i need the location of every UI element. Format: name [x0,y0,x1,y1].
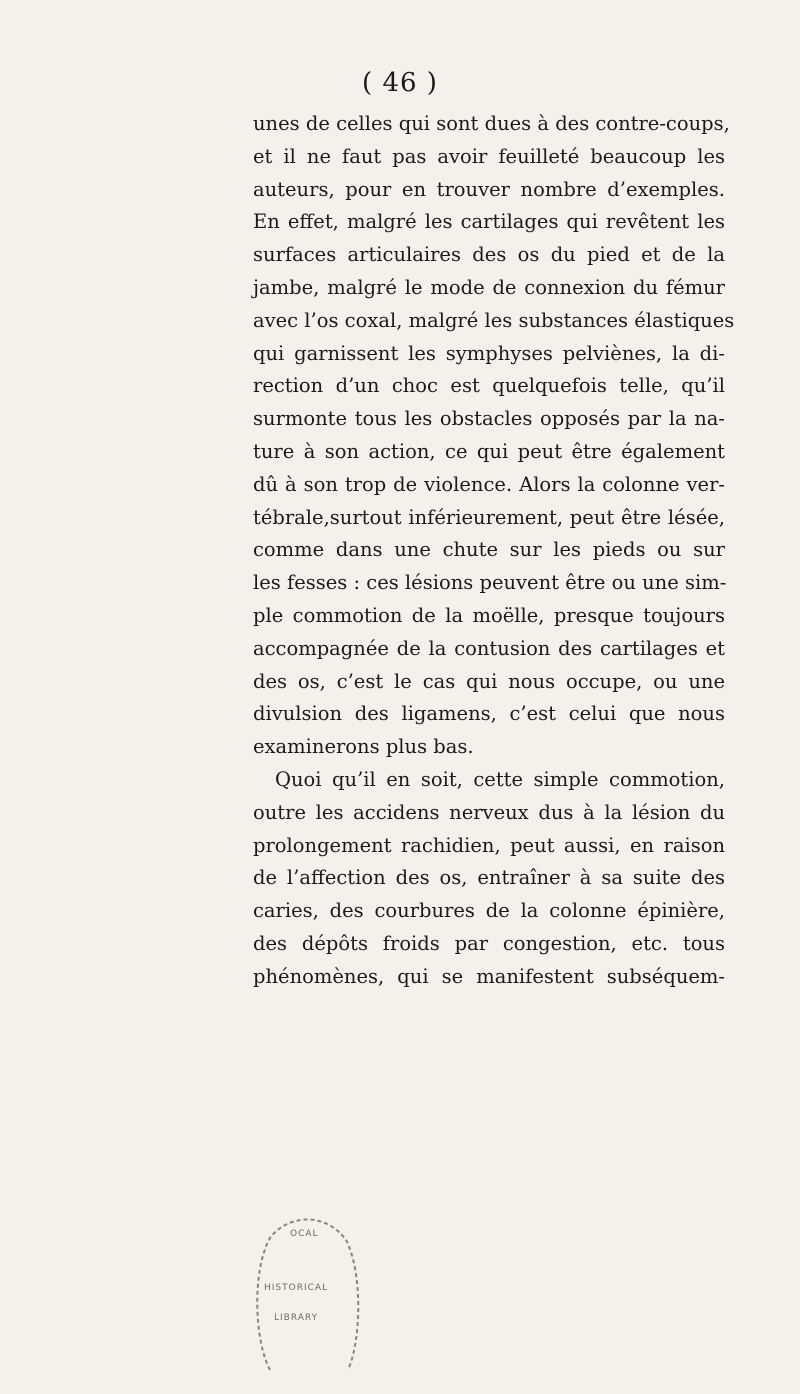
text-line: caries, des courbures de la colonne épinière, [253,899,725,923]
stamp-border [257,1220,358,1371]
text-line: Quoi qu’il en soit, cette simple commotion, [275,767,725,791]
stamp-line-1: HISTORICAL [264,1283,329,1293]
text-line: comme dans une chute sur les pieds ou sur [253,538,725,562]
stamp-line-2: LIBRARY [274,1313,319,1323]
text-line: dû à son trop de violence. Alors la colonne ver- [253,472,725,496]
text-line: de l’affection des os, entraîner à sa suite des [253,866,725,890]
text-line: et il ne faut pas avoir feuilleté beaucoup les [253,144,725,168]
text-line: examinerons plus bas. [253,735,474,759]
text-line: avec l’os coxal, malgré les substances élastiques [253,308,735,332]
text-line: outre les accidens nerveux dus à la lésion du [253,800,725,824]
text-line: les fesses : ces lésions peuvent être ou une sim- [253,571,727,595]
text-line: jambe, malgré le mode de connexion du fémur [253,275,725,299]
text-line: ple commotion de la moëlle, presque toujours [253,603,725,627]
stamp-top-text: OCAL [290,1229,319,1239]
library-stamp [248,1210,368,1380]
text-line: tébrale,surtout inférieurement, peut être lésée, [253,505,725,529]
text-line: surmonte tous les obstacles opposés par la na- [253,407,725,431]
text-line: prolongement rachidien, peut aussi, en raison [253,833,725,857]
text-line: divulsion des ligamens, c’est celui que nous [253,702,725,726]
text-line: auteurs, pour en trouver nombre d’exemples. [253,177,725,201]
body-text [253,108,735,994]
text-line: rection d’un choc est quelquefois telle, qu’il [253,374,725,398]
text-line: En effet, malgré les cartilages qui revêtent les [253,210,725,234]
text-line: des os, c’est le cas qui nous occupe, ou une [253,669,725,693]
page-number: ( 46 ) [362,68,438,98]
text-line: ture à son action, ce qui peut être également [253,439,725,463]
text-line: qui garnissent les symphyses pelviènes, la di- [253,341,725,365]
text-line: unes de celles qui sont dues à des contre-coups, [253,112,730,135]
text-line: accompagnée de la contusion des cartilages et [253,636,725,660]
text-line: des dépôts froids par congestion, etc. tous [253,931,725,955]
text-line: surfaces articulaires des os du pied et de la [253,243,725,267]
text-line: phénomènes, qui se manifestent subséquem- [253,964,725,988]
